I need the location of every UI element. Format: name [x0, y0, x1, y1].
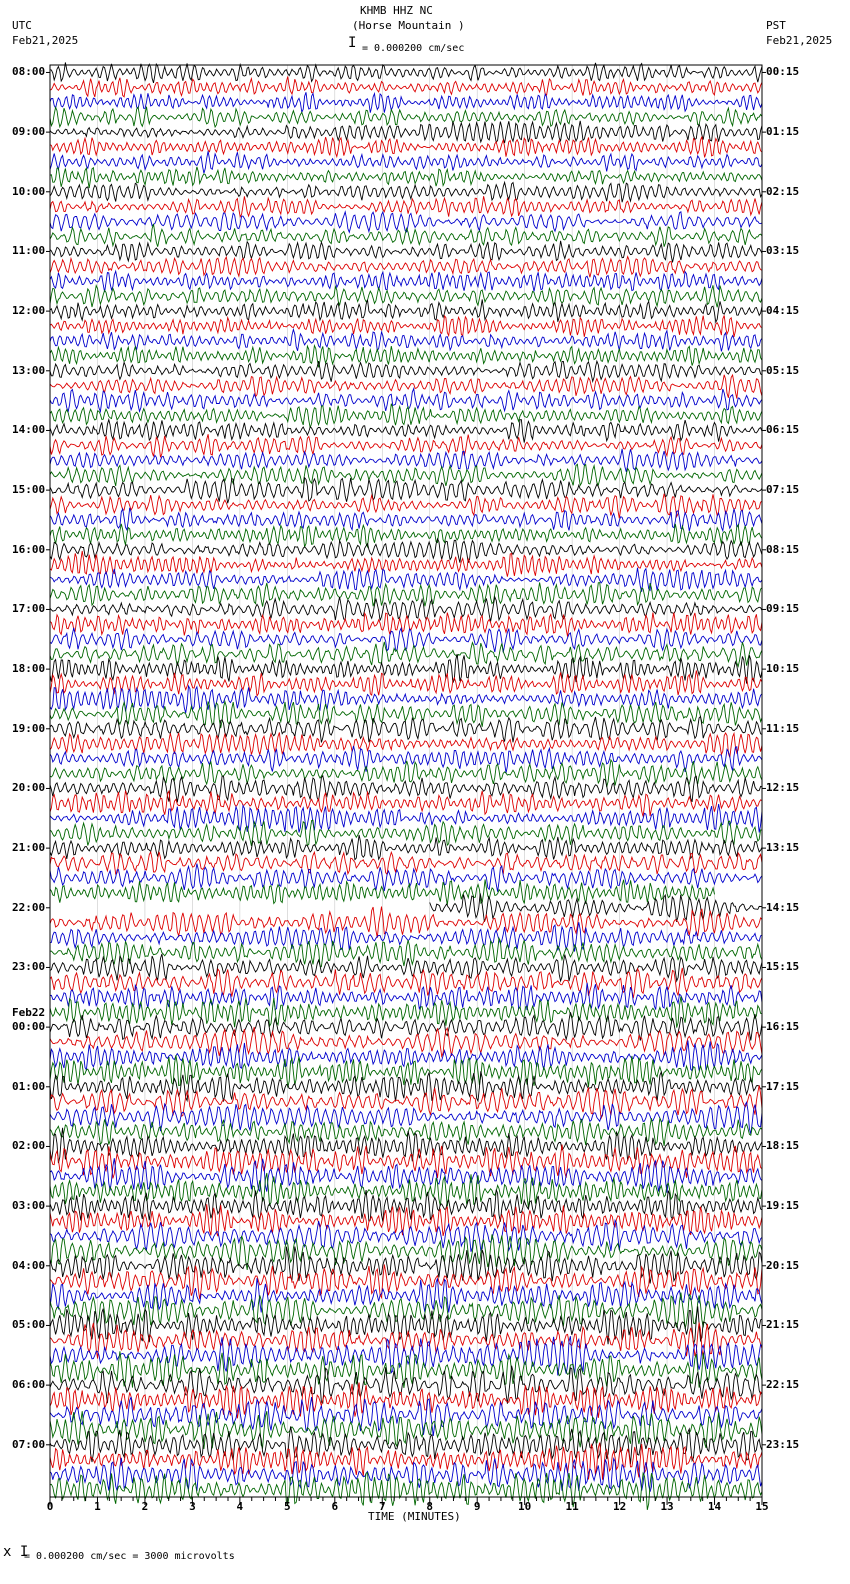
pst-hour-label: 20:15	[766, 1258, 800, 1272]
seismic-trace	[50, 92, 762, 112]
seismic-trace	[50, 1426, 762, 1464]
pst-hour-label: 10:15	[766, 662, 800, 676]
seismic-trace	[50, 182, 762, 202]
seismic-trace	[50, 835, 762, 860]
seismic-trace	[50, 77, 762, 98]
seismic-trace	[50, 404, 762, 428]
seismic-trace	[50, 464, 762, 486]
seismic-trace	[50, 1204, 762, 1236]
date-change-label: Feb22	[12, 1006, 46, 1020]
seismic-trace	[50, 478, 762, 504]
utc-hour-label: 18:00	[12, 662, 46, 676]
utc-hour-label: 07:00	[12, 1437, 46, 1451]
seismic-trace	[50, 1012, 762, 1040]
seismic-trace	[50, 1190, 762, 1222]
utc-hour-label: 17:00	[12, 602, 46, 616]
seismic-trace	[50, 1128, 762, 1163]
seismic-trace	[50, 804, 762, 833]
seismic-trace	[50, 1102, 762, 1134]
x-tick-label: 6	[331, 1500, 339, 1513]
seismic-trace	[50, 285, 762, 307]
utc-hour-label: 22:00	[12, 900, 46, 914]
seismic-trace	[50, 539, 762, 563]
pst-hour-label: 22:15	[766, 1378, 800, 1392]
seismic-trace	[50, 954, 762, 981]
seismic-trace	[50, 671, 762, 696]
seismic-trace	[50, 121, 762, 143]
seismic-trace	[50, 196, 762, 217]
seismic-trace	[50, 1234, 762, 1270]
x-tick-label: 8	[426, 1500, 434, 1513]
pst-hour-label: 03:15	[766, 244, 800, 258]
utc-hour-label: 20:00	[12, 781, 46, 795]
utc-hour-label: 12:00	[12, 304, 46, 318]
scale-bar-icon: I	[348, 35, 357, 51]
x-tick-label: 15	[755, 1500, 769, 1513]
seismic-trace	[50, 968, 762, 998]
seismic-trace	[50, 907, 762, 938]
footer-scale-note: = 0.000200 cm/sec = 3000 microvolts	[24, 1551, 235, 1562]
pst-hour-label: 08:15	[766, 542, 800, 556]
x-axis-label: TIME (MINUTES)	[368, 1510, 461, 1523]
utc-hour-label: 10:00	[12, 184, 46, 198]
right-date: Feb21,2025	[766, 34, 833, 47]
seismic-trace	[50, 568, 762, 592]
seismic-trace	[50, 346, 762, 368]
seismic-trace	[50, 361, 762, 382]
pst-hour-label: 23:15	[766, 1437, 800, 1451]
pst-hour-label: 14:15	[766, 900, 800, 914]
seismic-trace	[50, 494, 762, 519]
seismic-trace	[50, 151, 762, 173]
utc-hour-label: 00:00	[12, 1020, 46, 1034]
pst-hour-label: 06:15	[766, 423, 800, 437]
seismic-trace	[50, 449, 762, 472]
pst-hour-label: 18:15	[766, 1139, 800, 1153]
seismic-trace	[50, 224, 762, 247]
seismic-trace	[50, 137, 762, 158]
seismic-trace	[50, 524, 762, 547]
utc-hour-label: 08:00	[12, 65, 46, 79]
utc-hour-label: 06:00	[12, 1378, 46, 1392]
seismic-trace	[50, 820, 762, 846]
x-tick-label: 11	[565, 1500, 579, 1513]
utc-hour-label: 15:00	[12, 483, 46, 497]
station-location: (Horse Mountain )	[352, 19, 465, 32]
x-tick-label: 5	[284, 1500, 291, 1513]
seismic-trace	[50, 212, 762, 233]
utc-hour-label: 04:00	[12, 1258, 46, 1272]
x-tick-label: 14	[707, 1500, 722, 1513]
x-tick-label: 1	[94, 1500, 101, 1513]
seismic-trace	[50, 167, 762, 188]
seismic-trace	[50, 686, 762, 713]
pst-hour-label: 09:15	[766, 602, 800, 616]
pst-hour-label: 12:15	[766, 781, 800, 795]
pst-hour-label: 05:15	[766, 363, 800, 377]
x-tick-label: 12	[612, 1500, 627, 1513]
seismic-trace	[50, 1473, 762, 1510]
seismic-trace	[50, 375, 762, 399]
x-tick-label: 2	[141, 1500, 149, 1513]
seismic-trace	[50, 271, 762, 292]
right-timezone: PST	[766, 19, 786, 32]
utc-hour-label: 09:00	[12, 125, 46, 139]
pst-hour-label: 16:15	[766, 1020, 800, 1034]
utc-hour-label: 01:00	[12, 1079, 46, 1093]
utc-hour-label: 05:00	[12, 1318, 46, 1332]
seismic-trace	[50, 300, 762, 323]
utc-hour-label: 02:00	[12, 1139, 46, 1153]
seismic-trace	[50, 613, 762, 637]
utc-hour-label: 21:00	[12, 841, 46, 855]
x-tick-label: 10	[518, 1500, 532, 1513]
pst-hour-label: 00:15	[766, 65, 800, 79]
seismic-trace	[50, 791, 762, 817]
left-timezone: UTC	[12, 19, 32, 32]
utc-hour-label: 19:00	[12, 721, 46, 735]
utc-hour-label: 16:00	[12, 542, 46, 556]
pst-hour-label: 01:15	[766, 125, 800, 139]
x-tick-label: 4	[236, 1500, 244, 1513]
pst-hour-label: 07:15	[766, 483, 800, 497]
utc-hour-label: 14:00	[12, 423, 46, 437]
seismic-trace	[50, 732, 762, 757]
seismic-trace	[50, 922, 762, 951]
seismic-trace	[50, 746, 762, 773]
utc-hour-label: 23:00	[12, 960, 46, 974]
station-title: KHMB HHZ NC	[360, 4, 433, 17]
x-tick-label: 13	[660, 1500, 674, 1513]
pst-hour-label: 13:15	[766, 841, 800, 855]
scale-text: = 0.000200 cm/sec	[362, 43, 465, 54]
pst-hour-label: 11:15	[766, 721, 800, 735]
pst-hour-label: 04:15	[766, 304, 800, 318]
seismic-trace	[50, 582, 762, 606]
seismic-trace	[50, 1040, 762, 1070]
seismic-trace	[50, 330, 762, 352]
utc-hour-label: 03:00	[12, 1199, 46, 1213]
pst-hour-label: 02:15	[766, 184, 800, 198]
seismic-trace	[50, 63, 762, 83]
seismic-trace	[50, 1306, 762, 1344]
seismic-trace	[50, 420, 762, 443]
seismic-trace	[50, 257, 762, 278]
pst-hour-label: 15:15	[766, 960, 800, 974]
utc-hour-label: 11:00	[12, 244, 46, 258]
seismic-trace	[50, 315, 762, 337]
x-tick-label: 9	[473, 1500, 481, 1513]
pst-hour-label: 17:15	[766, 1079, 800, 1093]
seismic-trace	[50, 997, 762, 1028]
pst-hour-label: 21:15	[766, 1318, 800, 1332]
x-tick-label: 7	[378, 1500, 386, 1513]
pst-hour-label: 19:15	[766, 1199, 800, 1213]
seismic-trace	[50, 1278, 762, 1312]
seismic-trace	[50, 642, 762, 667]
seismic-trace	[50, 107, 762, 127]
x-tick-label: 0	[46, 1500, 54, 1513]
seismic-trace	[50, 389, 762, 412]
left-date: Feb21,2025	[12, 34, 79, 47]
seismic-trace	[50, 654, 762, 684]
utc-hour-label: 13:00	[12, 363, 46, 377]
seismic-traces	[50, 63, 762, 1510]
x-tick-label: 3	[189, 1500, 196, 1513]
footer-scale-icon: x I	[3, 1544, 29, 1560]
